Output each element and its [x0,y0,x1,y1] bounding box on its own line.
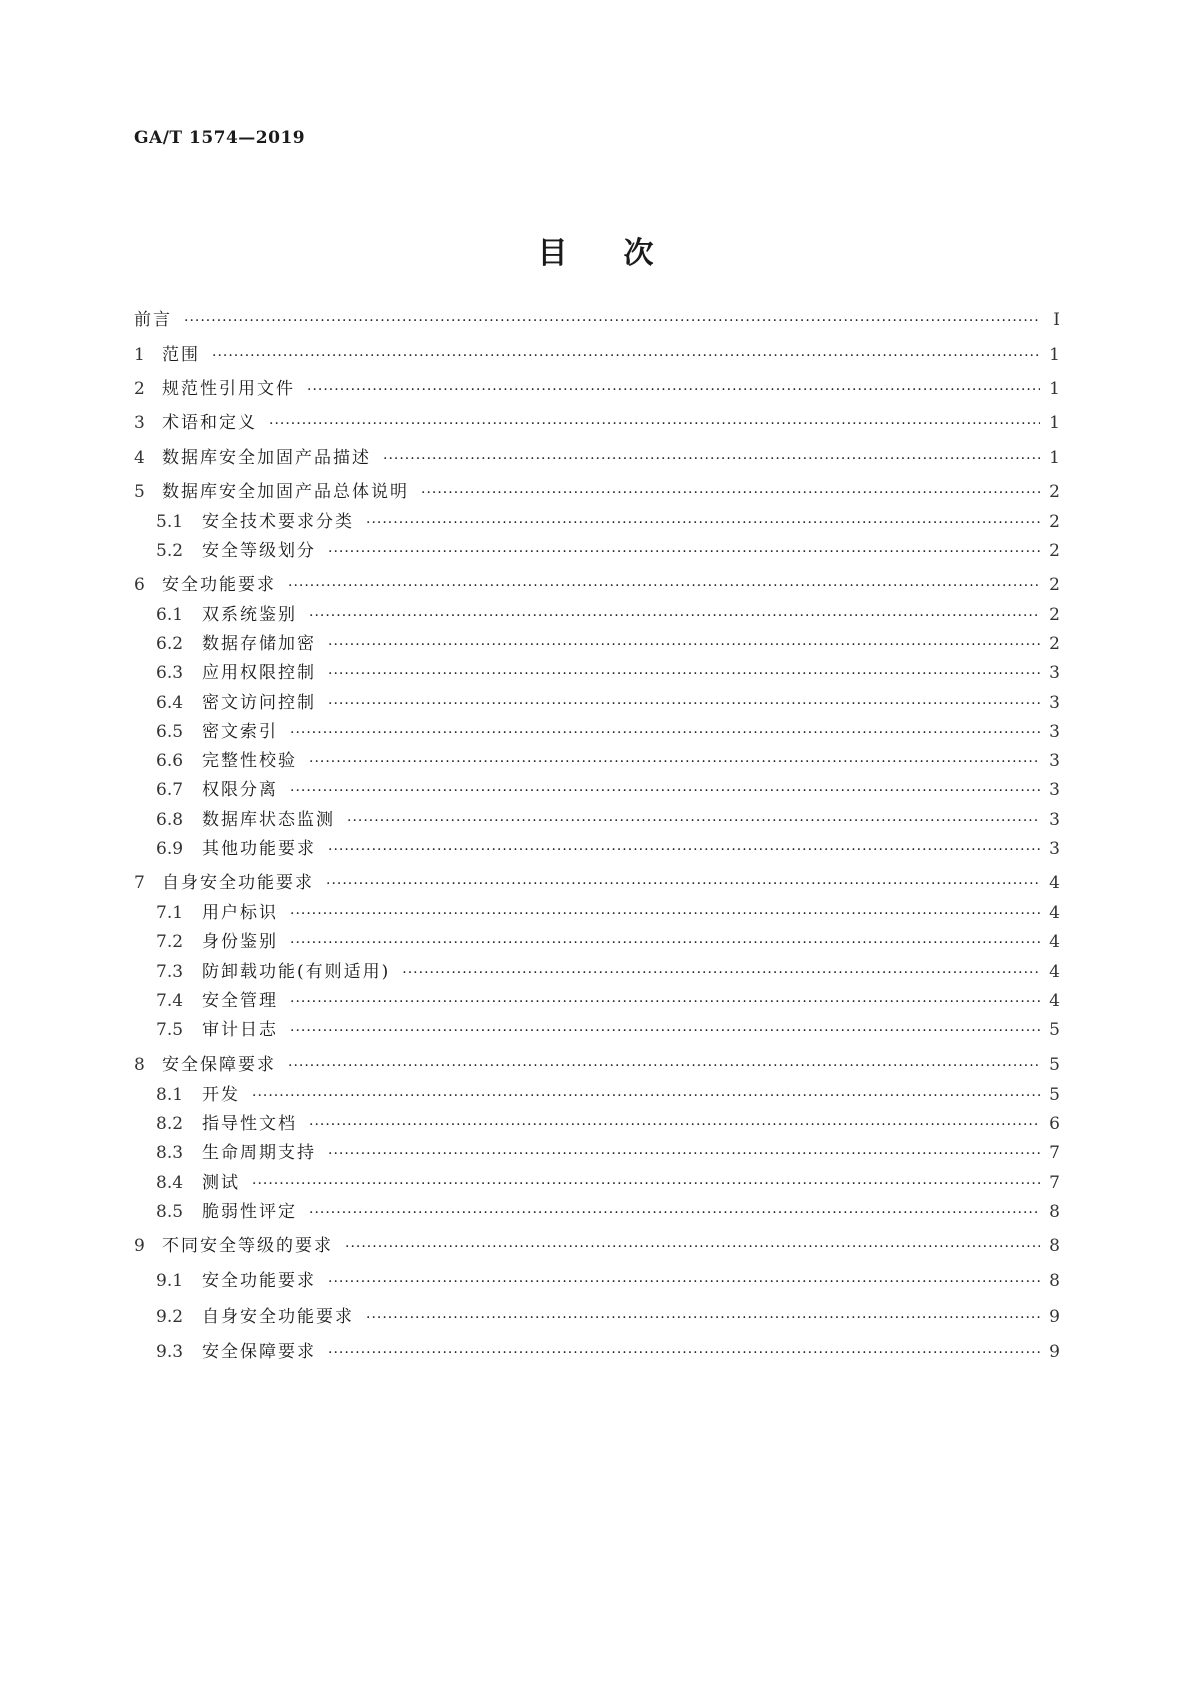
toc-entry-number: 8 [134,1055,145,1075]
toc-entry-label: 术语和定义 [162,413,257,433]
toc-entry[interactable] [134,927,1060,953]
toc-leader-dots [326,876,1040,892]
toc-entry[interactable] [134,688,1060,714]
toc-entry-page: 2 [1049,575,1060,595]
toc-entry-label: 数据库安全加固产品描述 [162,448,371,468]
toc-entry[interactable] [134,1197,1060,1223]
toc-entry[interactable] [134,570,1060,596]
toc-entry-label: 审计日志 [202,1020,278,1040]
toc-leader-dots [290,994,1040,1010]
toc-entry[interactable] [134,1050,1060,1076]
toc-leader-dots [309,608,1040,624]
toc-leader-dots [309,1205,1040,1221]
toc-entry-number: 8.5 [156,1202,184,1222]
toc-entry-page: 6 [1049,1114,1060,1134]
toc-entry-page: 2 [1049,605,1060,625]
toc-entry[interactable] [134,1080,1060,1106]
toc-leader-dots [288,1058,1040,1074]
toc-entry-label: 开发 [202,1085,240,1105]
toc-leader-dots [184,313,1040,329]
toc-entry-label: 生命周期支持 [202,1143,316,1163]
toc-entry-number: 5.1 [156,512,184,532]
toc-entry-page: 1 [1049,379,1060,399]
toc-entry-label: 不同安全等级的要求 [162,1236,333,1256]
toc-entry-page: 3 [1049,722,1060,742]
toc-entry-label: 指导性文档 [202,1114,297,1134]
toc-title: 目次 [537,236,710,271]
toc-entry-page: 7 [1049,1173,1060,1193]
toc-entry-number: 8.1 [156,1085,184,1105]
toc-entry-label: 用户标识 [202,903,278,923]
toc-entry-label: 安全等级划分 [202,541,316,561]
toc-entry-label: 其他功能要求 [202,839,316,859]
toc-entry[interactable] [134,374,1060,400]
toc-entry-page: 2 [1049,482,1060,502]
toc-entry-number: 5.2 [156,541,184,561]
toc-entry-number: 6 [134,575,145,595]
toc-entry[interactable] [134,1231,1060,1257]
toc-entry[interactable] [134,805,1060,831]
toc-entry-label: 应用权限控制 [202,663,316,683]
toc-entry-page: 9 [1049,1342,1060,1362]
toc-entry-number: 9.3 [156,1342,184,1362]
toc-entry[interactable] [134,600,1060,626]
toc-leader-dots [328,637,1040,653]
toc-entry-page: 3 [1049,780,1060,800]
toc-entry-page: 3 [1049,810,1060,830]
toc-leader-dots [328,1274,1040,1290]
toc-entry-page: 1 [1049,413,1060,433]
toc-entry[interactable] [134,1266,1060,1292]
toc-entry-page: 8 [1049,1236,1060,1256]
toc-entry-label: 数据存储加密 [202,634,316,654]
toc-entry-number: 7.3 [156,962,184,982]
toc-entry-number: 3 [134,413,145,433]
toc-entry-label: 安全功能要求 [162,575,276,595]
toc-entry-number: 6.9 [156,839,184,859]
toc-entry-label: 安全管理 [202,991,278,1011]
toc-entry[interactable] [134,1109,1060,1135]
toc-entry-number: 7.2 [156,932,184,952]
toc-entry-number: 6.3 [156,663,184,683]
toc-leader-dots [212,348,1040,364]
toc-entry[interactable] [134,1015,1060,1041]
toc-leader-dots [269,416,1040,432]
toc-leader-dots [307,382,1040,398]
toc-entry-number: 9 [134,1236,145,1256]
toc-leader-dots [252,1176,1040,1192]
toc-entry[interactable] [134,443,1060,469]
toc-entry-number: 9.1 [156,1271,184,1291]
toc-entry[interactable] [134,536,1060,562]
toc-entry-number: 1 [134,345,145,365]
toc-entry-number: 7.5 [156,1020,184,1040]
toc-entry[interactable] [134,746,1060,772]
toc-entry-number: 2 [134,379,145,399]
toc-entry-page: 8 [1049,1202,1060,1222]
toc-leader-dots [328,666,1040,682]
toc-entry-label: 权限分离 [202,780,278,800]
toc-entry-number: 4 [134,448,145,468]
toc-entry[interactable] [134,1168,1060,1194]
toc-leader-dots [290,906,1040,922]
toc-leader-dots [366,515,1040,531]
toc-entry-page: 3 [1049,839,1060,859]
toc-entry-page: 1 [1049,448,1060,468]
toc-entry-label: 身份鉴别 [202,932,278,952]
toc-leader-dots [328,1146,1040,1162]
toc-leader-dots [328,544,1040,560]
toc-entry-label: 前言 [134,310,172,330]
toc-entry-number: 5 [134,482,145,502]
toc-entry[interactable] [134,477,1060,503]
toc-entry-label: 数据库安全加固产品总体说明 [162,482,409,502]
toc-entry-page: 5 [1049,1085,1060,1105]
toc-leader-dots [347,813,1040,829]
toc-entry[interactable] [134,408,1060,434]
toc-entry[interactable] [134,1302,1060,1328]
toc-entry[interactable] [134,629,1060,655]
toc-entry-number: 6.4 [156,693,184,713]
toc-entry-page: 2 [1049,634,1060,654]
toc-entry-page: 1 [1049,345,1060,365]
toc-entry-page: 9 [1049,1307,1060,1327]
toc-entry[interactable] [134,898,1060,924]
toc-entry-number: 6.7 [156,780,184,800]
toc-entry-number: 6.8 [156,810,184,830]
toc-leader-dots [345,1239,1040,1255]
toc-entry-page: 8 [1049,1271,1060,1291]
toc-leader-dots [309,754,1040,770]
toc-entry[interactable] [134,1138,1060,1164]
toc-entry-page: 2 [1049,541,1060,561]
toc-entry-page: Ⅰ [1053,310,1060,330]
toc-leader-dots [328,842,1040,858]
toc-entry-number: 7.4 [156,991,184,1011]
document-code: GA/T 1574—2019 [134,128,306,148]
toc-entry[interactable] [134,658,1060,684]
toc-entry-number: 9.2 [156,1307,184,1327]
toc-entry-page: 4 [1049,873,1060,893]
toc-entry-label: 安全功能要求 [202,1271,316,1291]
toc-leader-dots [252,1088,1040,1104]
toc-entry-label: 完整性校验 [202,751,297,771]
toc-entry[interactable] [134,868,1060,894]
toc-entry-label: 安全技术要求分类 [202,512,354,532]
toc-entry-label: 双系统鉴别 [202,605,297,625]
toc-entry-page: 3 [1049,693,1060,713]
toc-entry-page: 3 [1049,663,1060,683]
toc-leader-dots [290,725,1040,741]
toc-leader-dots [328,696,1040,712]
toc-leader-dots [290,935,1040,951]
toc-entry-page: 4 [1049,991,1060,1011]
toc-entry-number: 6.1 [156,605,184,625]
toc-entry-label: 密文索引 [202,722,278,742]
toc-entry-label: 范围 [162,345,200,365]
toc-entry[interactable] [134,834,1060,860]
toc-leader-dots [421,485,1040,501]
toc-entry[interactable] [134,986,1060,1012]
toc-entry-page: 4 [1049,932,1060,952]
toc-entry[interactable] [134,305,1060,331]
toc-entry-page: 5 [1049,1055,1060,1075]
toc-entry-number: 8.4 [156,1173,184,1193]
toc-entry-number: 6.2 [156,634,184,654]
toc-leader-dots [366,1310,1040,1326]
toc-entry-page: 2 [1049,512,1060,532]
toc-entry-page: 3 [1049,751,1060,771]
toc-entry-number: 6.5 [156,722,184,742]
toc-entry-number: 8.3 [156,1143,184,1163]
toc-entry[interactable] [134,775,1060,801]
toc-leader-dots [290,1023,1040,1039]
toc-entry-label: 脆弱性评定 [202,1202,297,1222]
toc-entry-label: 自身安全功能要求 [162,873,314,893]
toc-entry-page: 4 [1049,903,1060,923]
toc-entry-label: 防卸载功能(有则适用) [202,962,391,982]
toc-entry-number: 8.2 [156,1114,184,1134]
toc-entry[interactable] [134,340,1060,366]
toc-leader-dots [383,451,1040,467]
toc-entry-label: 自身安全功能要求 [202,1307,354,1327]
toc-entry-number: 7 [134,873,145,893]
toc-entry-label: 规范性引用文件 [162,379,295,399]
toc-leader-dots [328,1345,1040,1361]
toc-entry-label: 安全保障要求 [162,1055,276,1075]
toc-entry-page: 4 [1049,962,1060,982]
toc-entry-label: 安全保障要求 [202,1342,316,1362]
toc-entry-page: 7 [1049,1143,1060,1163]
toc-entry-page: 5 [1049,1020,1060,1040]
toc-entry[interactable] [134,1337,1060,1363]
toc-entry[interactable] [134,957,1060,983]
toc-entry-label: 数据库状态监测 [202,810,335,830]
toc-entry-label: 测试 [202,1173,240,1193]
toc-leader-dots [402,965,1040,981]
toc-entry-label: 密文访问控制 [202,693,316,713]
toc-entry-number: 6.6 [156,751,184,771]
toc-leader-dots [288,578,1040,594]
toc-entry[interactable] [134,717,1060,743]
toc-entry[interactable] [134,507,1060,533]
toc-leader-dots [309,1117,1040,1133]
toc-entry-number: 7.1 [156,903,184,923]
toc-leader-dots [290,783,1040,799]
